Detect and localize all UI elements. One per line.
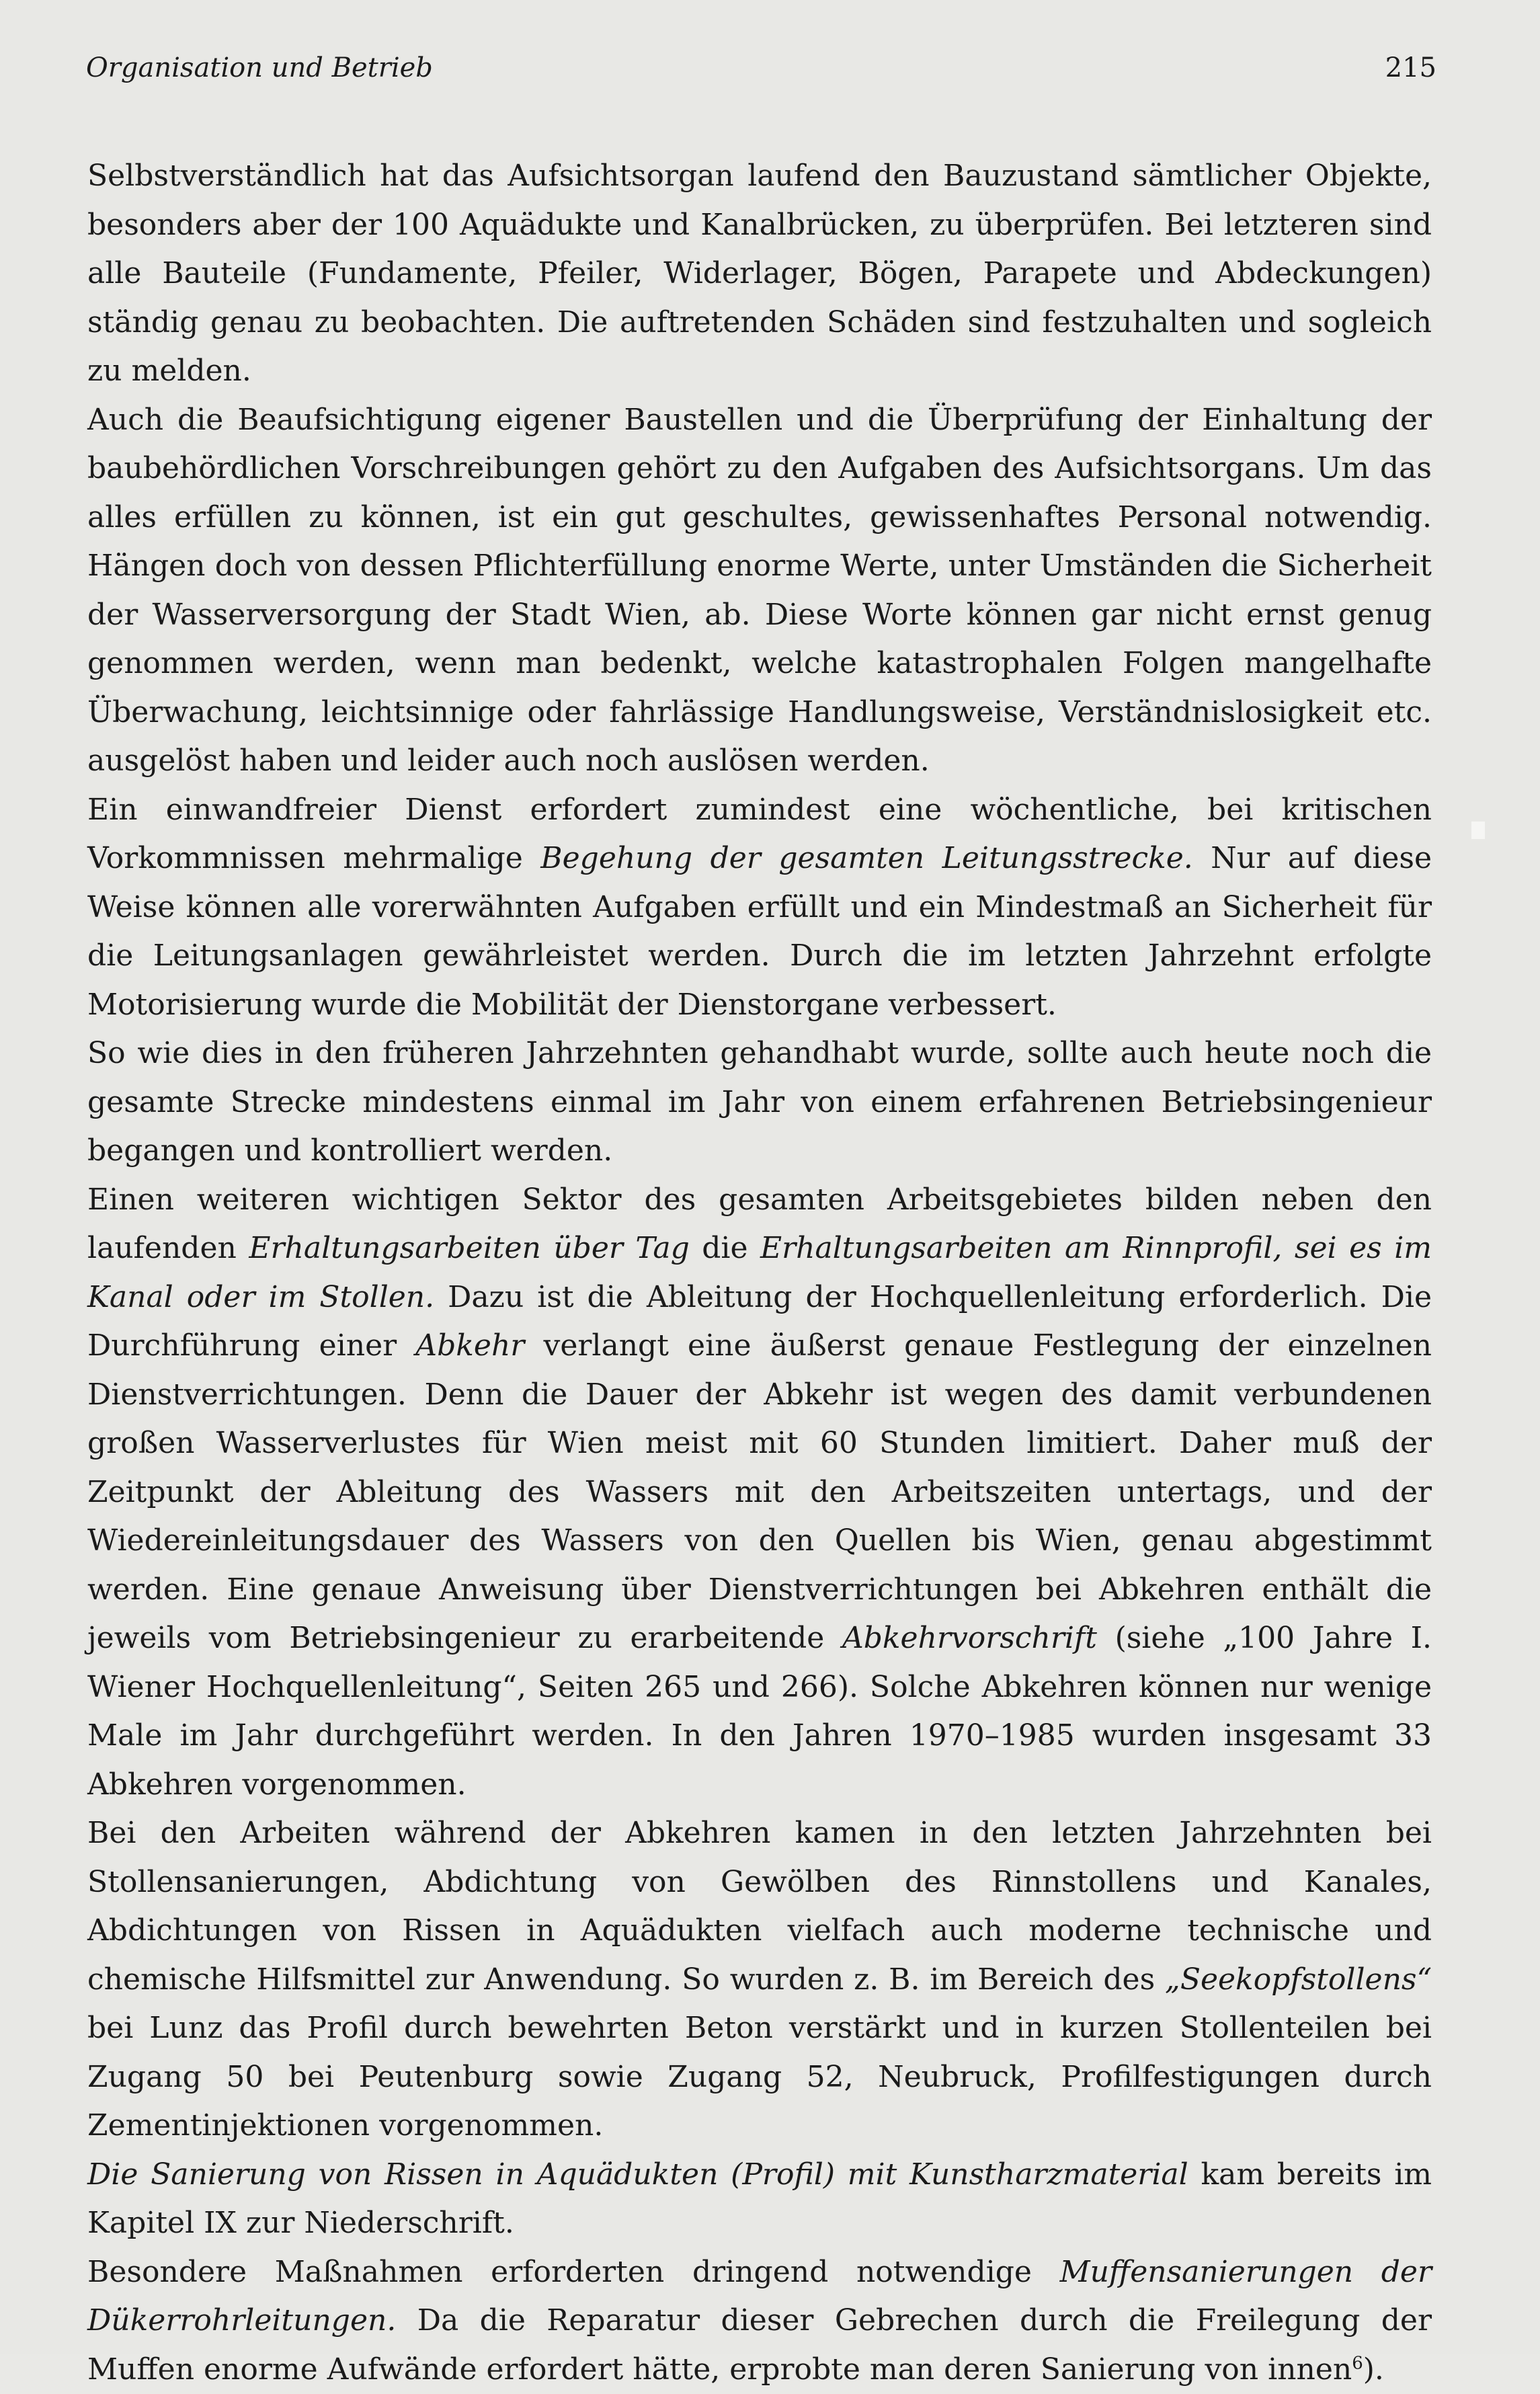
emphasis-text: „Seekopfstollens“ [1165, 1962, 1432, 1997]
paragraph [87, 786, 1432, 1030]
body-text [87, 152, 1432, 2394]
text-run: Bei den Arbeiten während der Abkehren kamen in den letzten Jahrzehnten bei Stollensanierungen, Abdichtung von Gewölben des Rinnstollens und Kanales, Abdichtungen von Rissen in Aquädukten vielfach auch moderne technische und chemische Hilfsmittel zur Anwendung. So wurden z. B. im Bereich des [87, 1816, 1432, 1997]
text-run: Selbstverständlich hat das Aufsichtsorgan laufend den Bauzustand sämtlicher Objekte, besonders aber der 100 Aquädukte und Kanalbrücken, zu überprüfen. Bei letzteren sind alle Bauteile (Fundamente, Pfeiler, Widerlager, Bögen, Parapete und Abdeckungen) ständig genau zu beobachten. Die auftretenden Schäden sind festzuhalten und sogleich zu melden. [87, 159, 1432, 388]
text-run: So wie dies in den früheren Jahrzehnten gehandhabt wurde, sollte auch heute noch die gesamte Strecke mindestens einmal im Jahr von einem erfahrenen Betriebsingenieur begangen und kontrolliert werden. [87, 1036, 1432, 1168]
emphasis-text: Begehung der gesamten Leitungsstrecke. [540, 841, 1192, 875]
paragraph [87, 396, 1432, 786]
text-run: Nur auf diese Weise können alle vorerwähnten Aufgaben erfüllt und ein Mindestmaß an Sicherheit für die Leitungsanlagen gewährleistet werden. Durch die im letzten Jahrzehnt erfolgte Motorisierung wurde die Mobilität der Dienstorgane verbessert. [87, 841, 1432, 1022]
text-run: bei Lunz das Profil durch bewehrten Beton verstärkt und in kurzen Stollenteilen bei Zugang 50 bei Peutenburg sowie Zugang 52, Neubruck, Profilfestigungen durch Zementinjektionen vorgenommen. [87, 2011, 1432, 2143]
text-run: Einen weiteren wichtigen Sektor des gesamten Arbeitsgebietes bilden neben den laufenden [87, 1183, 1432, 1266]
emphasis-text: Erhaltungsarbeiten am Rinnprofil, sei es im Kanal oder im Stollen. [87, 1231, 1432, 1314]
emphasis-text: Abkehrvorschrift [842, 1621, 1097, 1655]
emphasis-text: Abkehr [415, 1328, 524, 1363]
text-run: Auch die Beaufsichtigung eigener Baustellen und die Überprüfung der Einhaltung der baubehördlichen Vorschreibungen gehört zu den Aufgaben des Aufsichtsorgans. Um das alles erfüllen zu können, ist ein gut geschultes, gewissenhaftes Personal notwendig. Hängen doch von dessen Pflichterfüllung enorme Werte, unter Umständen die Sicherheit der Wasserversorgung der Stadt Wien, ab. Diese Worte können gar nicht ernst genug genommen werden, wenn man bedenkt, welche katastrophalen Folgen mangelhafte Überwachung, leichtsinnige oder fahrlässige Handlungsweise, Verständnislosigkeit etc. ausgelöst haben und leider auch noch auslösen werden. [87, 403, 1432, 779]
text-run: Dazu ist die Ableitung der Hochquellenleitung erforderlich. Die Durchführung einer [87, 1280, 1432, 1363]
text-run: kam bereits im Kapitel IX zur Niederschrift. [87, 2157, 1432, 2241]
running-header [86, 46, 1436, 93]
paragraph [87, 1176, 1432, 1810]
text-run: die [690, 1231, 760, 1265]
page-number: 215 [1385, 52, 1436, 83]
emphasis-text: Muffensanierungen der Dükerrohrleitungen. [87, 2255, 1432, 2338]
text-run: Besondere Maßnahmen erforderten dringend notwendige [87, 2255, 1060, 2289]
text-run: Ein einwandfreier Dienst erfordert zumindest eine wöchentliche, bei kritischen Vorkommnissen mehrmalige [87, 793, 1432, 876]
chapter-title: Organisation und Betrieb [86, 52, 433, 83]
text-run: verlangt eine äußerst genaue Festlegung der einzelnen Dienstverrichtungen. Denn die Dauer der Abkehr ist wegen des damit verbundenen großen Wasserverlustes für Wien meist mit 60 Stunden limitiert. Daher muß der Zeitpunkt der Ableitung des Wassers mit den Arbeitszeiten untertags, und der Wiedereinleitungsdauer des Wassers von den Quellen bis Wien, genau abgestimmt werden. Eine genaue Anweisung über Dienstverrichtungen bei Abkehren enthält die jeweils vom Betriebsingenieur zu erarbeitende [87, 1328, 1432, 1655]
emphasis-text: Erhaltungsarbeiten über Tag [249, 1231, 689, 1265]
paragraph [87, 2248, 1432, 2394]
paragraph [87, 1809, 1432, 2151]
text-run: ). [1363, 2352, 1384, 2387]
scan-edge-mark [1471, 822, 1485, 839]
paragraph [87, 152, 1432, 396]
paragraph [87, 1029, 1432, 1176]
emphasis-text: Die Sanierung von Rissen in Aquädukten (Profil) mit Kunstharzmaterial [87, 2157, 1188, 2192]
text-run: Da die Reparatur dieser Gebrechen durch die Freilegung der Muffen enorme Aufwände erfordert hätte, erprobte man deren Sanierung von innen [87, 2303, 1432, 2387]
footnote-ref: 6 [1352, 2353, 1363, 2373]
text-run: (siehe „100 Jahre I. Wiener Hochquellenleitung“, Seiten 265 und 266). Solche Abkehren können nur wenige Male im Jahr durchgeführt werden. In den Jahren 1970–1985 wurden insgesamt 33 Abkehren vorgenommen. [87, 1621, 1432, 1802]
paragraph [87, 2151, 1432, 2248]
